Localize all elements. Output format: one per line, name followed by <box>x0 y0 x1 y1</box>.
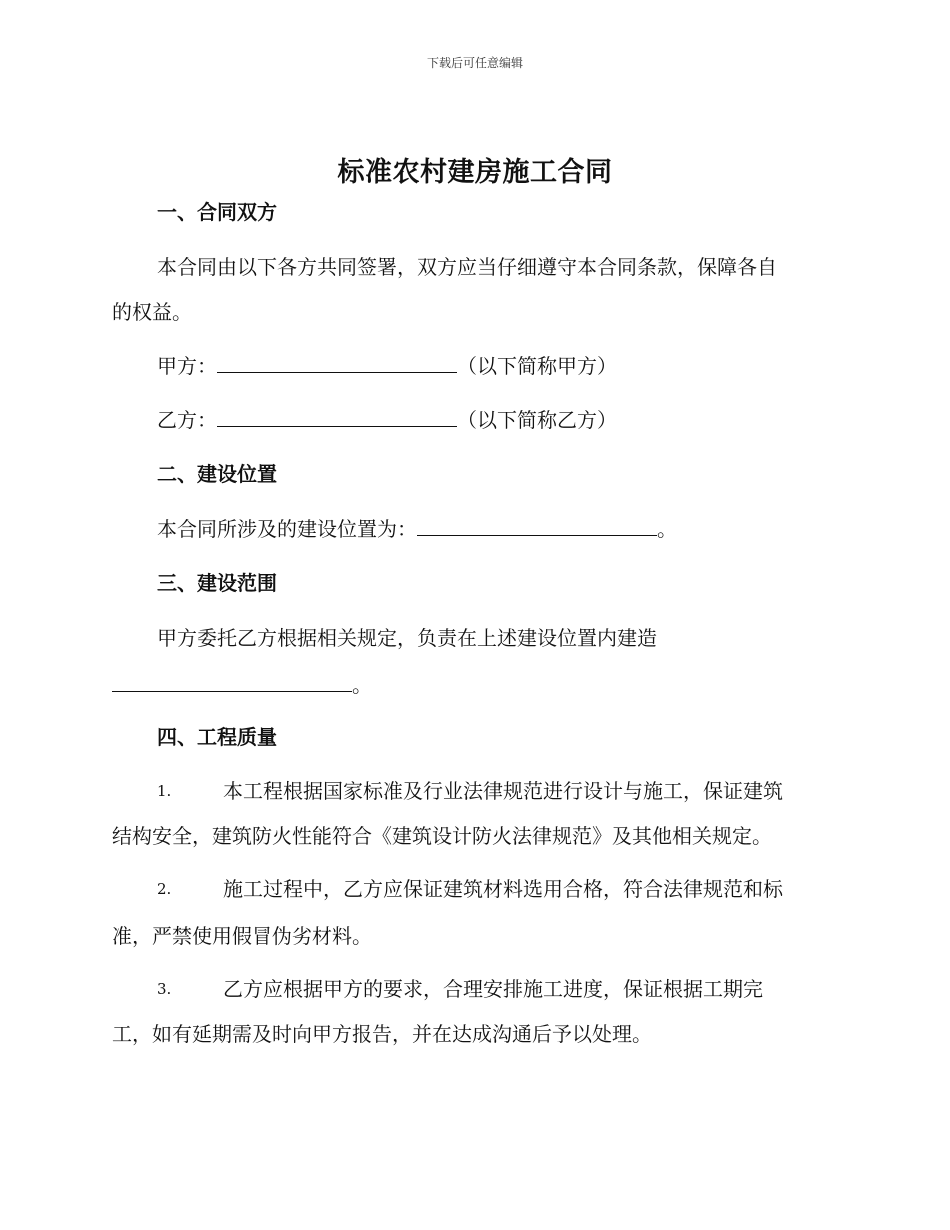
quality-item-1-text: 本工程根据国家标准及行业法律规范进行设计与施工，保证建筑 <box>223 779 783 803</box>
parties-intro-line2: 的权益。 <box>112 300 192 324</box>
scope-row2 <box>112 671 372 699</box>
quality-item-1-line2: 结构安全，建筑防火性能符合《建筑设计防火法律规范》及其他相关规定。 <box>112 824 772 848</box>
party-a-suffix: （以下简称甲方） <box>457 354 617 378</box>
party-b-blank <box>217 408 457 427</box>
location-blank <box>417 517 657 536</box>
party-a-blank <box>217 354 457 373</box>
document-title: 标准农村建房施工合同 <box>337 157 613 188</box>
party-a-label: 甲方： <box>157 354 217 378</box>
section-heading-location: 二、建设位置 <box>157 462 277 486</box>
quality-item-1-number: 1. <box>157 782 172 800</box>
quality-item-1-line1 <box>157 777 783 805</box>
section-heading-parties: 一、合同双方 <box>157 200 277 224</box>
quality-item-2-text: 施工过程中，乙方应保证建筑材料选用合格，符合法律规范和标 <box>223 877 783 901</box>
quality-item-3-line2: 工，如有延期需及时向甲方报告，并在达成沟通后予以处理。 <box>112 1022 652 1046</box>
quality-item-2-number: 2. <box>157 880 172 898</box>
location-row <box>157 515 677 543</box>
parties-intro-line1: 本合同由以下各方共同签署，双方应当仔细遵守本合同条款，保障各自 <box>157 255 777 279</box>
quality-item-2-line1 <box>157 875 783 903</box>
location-end: 。 <box>657 517 677 541</box>
scope-blank <box>112 673 352 692</box>
section-heading-scope: 三、建设范围 <box>157 571 277 595</box>
quality-item-3-text: 乙方应根据甲方的要求，合理安排施工进度，保证根据工期完 <box>223 977 763 1001</box>
quality-item-3-number: 3. <box>157 980 172 998</box>
party-b-row <box>157 406 617 434</box>
party-a-row <box>157 352 617 380</box>
quality-item-2-line2: 准，严禁使用假冒伪劣材料。 <box>112 924 372 948</box>
scope-end: 。 <box>352 673 372 697</box>
party-b-label: 乙方： <box>157 408 217 432</box>
location-text: 本合同所涉及的建设位置为： <box>157 517 417 541</box>
scope-text: 甲方委托乙方根据相关规定，负责在上述建设位置内建造 <box>157 626 657 650</box>
page-header-note: 下载后可任意编辑 <box>426 56 523 70</box>
party-b-suffix: （以下简称乙方） <box>457 408 617 432</box>
quality-item-3-line1 <box>157 975 763 1003</box>
section-heading-quality: 四、工程质量 <box>157 725 277 749</box>
